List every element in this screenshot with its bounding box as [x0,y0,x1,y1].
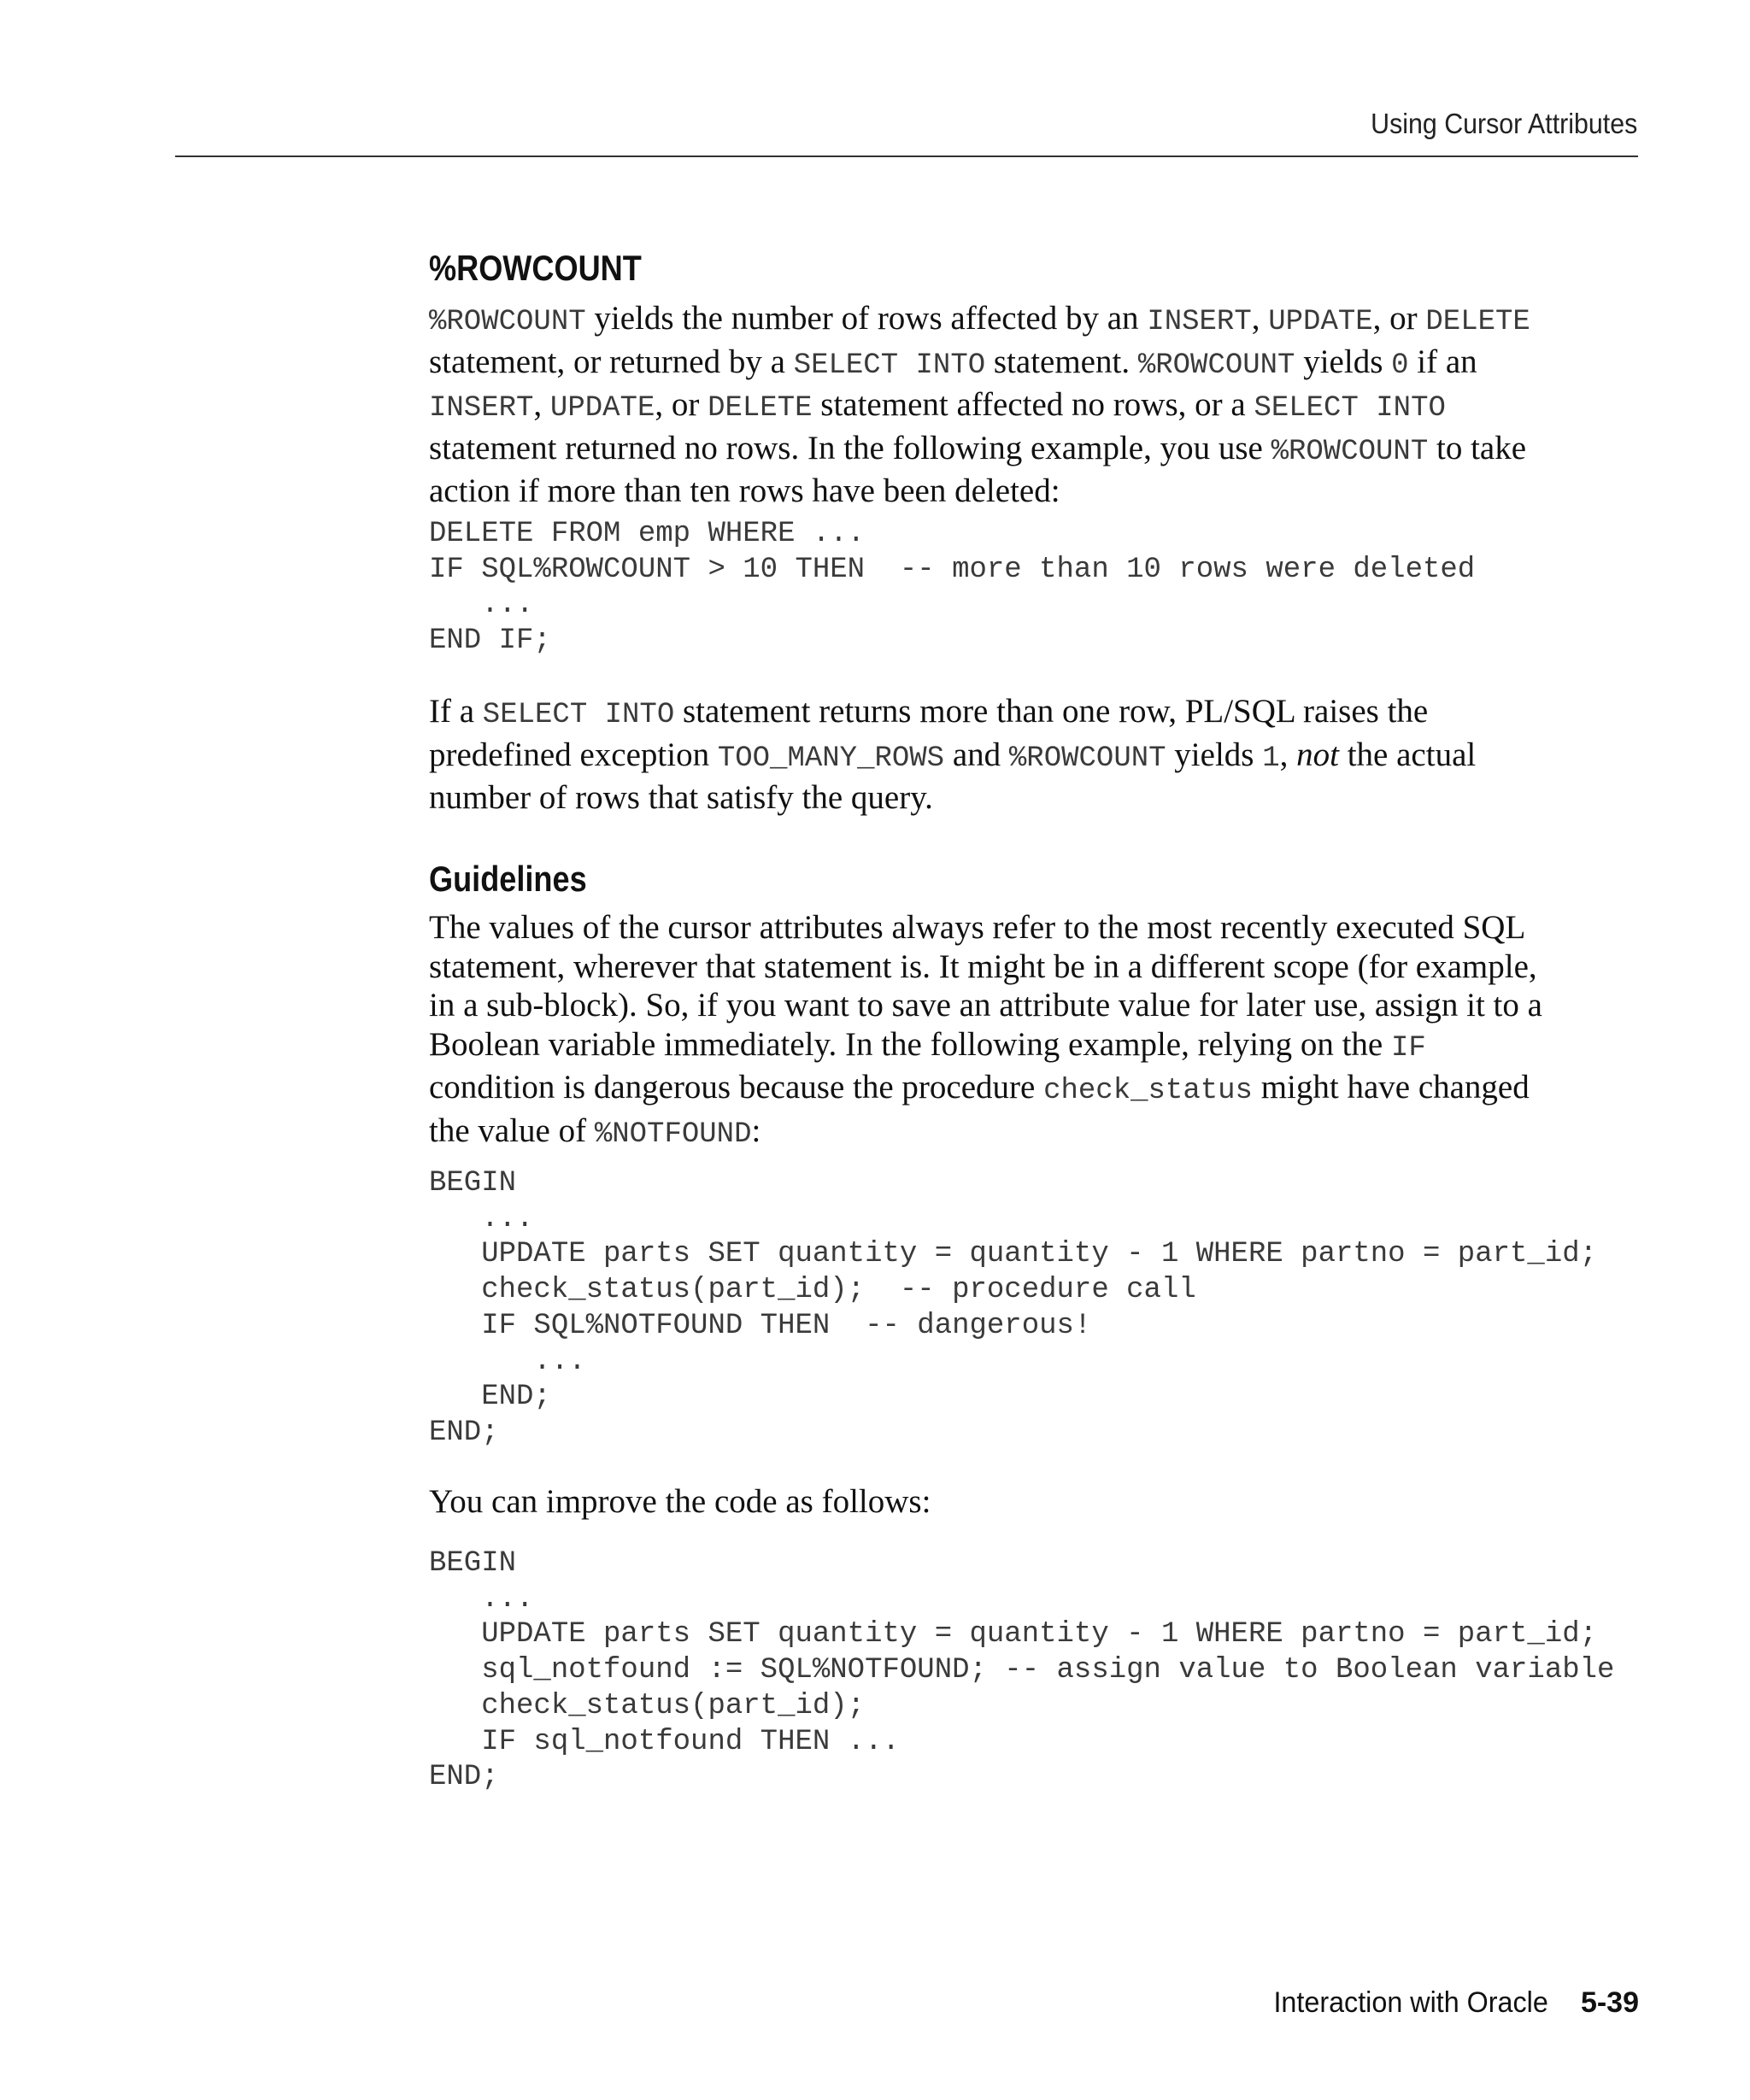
inline-code: UPDATE [549,392,655,425]
text-run: might have changed [1252,1069,1530,1106]
code-line: check_status(part_id); [429,1689,866,1722]
text-run: statement returned no rows. In the following example, you use [429,429,1271,466]
paragraph-guidelines [429,908,1642,1154]
text-line [429,692,1642,736]
text-line: number of rows that satisfy the query. [429,779,933,816]
inline-code: 0 [1391,349,1409,382]
code-line: IF sql_notfound THEN ... [429,1725,900,1758]
text-run: yields [1166,736,1263,773]
text-run: condition is dangerous because the procedure [429,1069,1044,1106]
code-line: END; [429,1761,499,1794]
page-footer [1266,1986,1639,2020]
paragraph-select-into [429,692,1642,818]
running-header: Using Cursor Attributes [1370,108,1637,139]
text-run: the actual [1338,736,1477,773]
code-line: DELETE FROM emp WHERE ... [429,518,866,550]
code-line: BEGIN [429,1547,517,1580]
text-run: , or [655,386,708,423]
code-line: ... [429,1202,534,1235]
inline-code: %ROWCOUNT [1137,349,1295,382]
text-run: the value of [429,1112,595,1149]
text-line: The values of the cursor attributes always refer to the most recently executed SQL [429,909,1526,946]
text-run: , [533,386,550,423]
text-line: action if more than ten rows have been deleted: [429,472,1060,509]
code-line: UPDATE parts SET quantity = quantity - 1 WHERE partno = part_id; [429,1238,1598,1271]
inline-code: DELETE [1425,306,1530,338]
paragraph-rowcount-intro [429,299,1642,511]
inline-code: %ROWCOUNT [1271,435,1429,468]
inline-code: %NOTFOUND [594,1117,752,1151]
inline-code: INSERT [429,392,534,425]
text-run: , [1279,736,1297,773]
inline-code: SELECT INTO [793,349,986,382]
code-line: UPDATE parts SET quantity = quantity - 1 WHERE partno = part_id; [429,1618,1598,1651]
text-line [429,385,1642,429]
code-line: END IF; [429,625,551,658]
text-line [429,1112,1642,1155]
inline-code: UPDATE [1268,306,1373,338]
code-line: ... [429,589,534,622]
header-rule [175,155,1638,157]
inline-code: DELETE [708,392,813,425]
inline-code: INSERT [1147,306,1252,338]
text-line [429,429,1642,472]
code-line: IF SQL%ROWCOUNT > 10 THEN -- more than 10 rows were deleted [429,553,1476,586]
emphasis-text: not [1296,736,1339,773]
text-run: Boolean variable immediately. In the following example, relying on the [429,1025,1391,1063]
code-line: END; [429,1381,551,1414]
text-run: yields the number of rows affected by an [585,300,1148,337]
text-run: : [751,1112,761,1149]
text-run: yields [1295,343,1392,380]
code-line: IF SQL%NOTFOUND THEN -- dangerous! [429,1309,1092,1342]
text-run: , or [1372,300,1426,337]
code-block-improved [429,1546,1614,1796]
inline-code: TOO_MANY_ROWS [717,742,945,775]
paragraph-improve [429,1482,1642,1522]
text-line [429,1025,1642,1069]
text-run: predefined exception [429,736,718,773]
page-number: 5-39 [1580,1986,1639,2019]
code-line: check_status(part_id); -- procedure call [429,1274,1196,1307]
code-line: BEGIN [429,1167,517,1200]
text-run: statement. [985,343,1138,380]
footer-chapter-title: Interaction with Oracle [1273,1986,1548,2019]
inline-code: %ROWCOUNT [1008,742,1166,775]
code-block-delete [429,517,1475,660]
text-run: If a [429,693,483,730]
code-line: END; [429,1416,499,1449]
inline-code: %ROWCOUNT [429,306,586,338]
text-run: and [944,736,1009,773]
text-run: statement, or returned by a [429,343,794,380]
inline-code: IF [1390,1031,1426,1065]
inline-code: SELECT INTO [482,699,675,731]
text-run: to take [1428,429,1527,466]
section-heading-rowcount: %ROWCOUNT [429,248,642,288]
code-line: ... [429,1582,534,1616]
code-block-dangerous [429,1166,1597,1452]
text-run: statement returns more than one row, PL/SQL raises the [674,693,1429,730]
code-line: ... [429,1345,586,1378]
text-line: statement, wherever that statement is. It might be in a different scope (for example, [429,947,1537,985]
section-heading-guidelines: Guidelines [429,859,587,899]
code-line: sql_notfound := SQL%NOTFOUND; -- assign value to Boolean variable [429,1654,1615,1687]
text-run: statement affected no rows, or a [812,386,1254,423]
text-line: in a sub-block). So, if you want to save an attribute value for later use, assign it to a [429,987,1542,1024]
text-run: , [1251,300,1269,337]
text-line [429,736,1642,779]
text-line: You can improve the code as follows: [429,1483,931,1520]
text-line [429,1068,1642,1112]
inline-code: SELECT INTO [1254,392,1446,425]
inline-code: check_status [1043,1075,1253,1107]
text-line [429,343,1642,386]
text-run: if an [1408,343,1477,380]
inline-code: 1 [1262,742,1280,775]
text-line [429,299,1642,343]
